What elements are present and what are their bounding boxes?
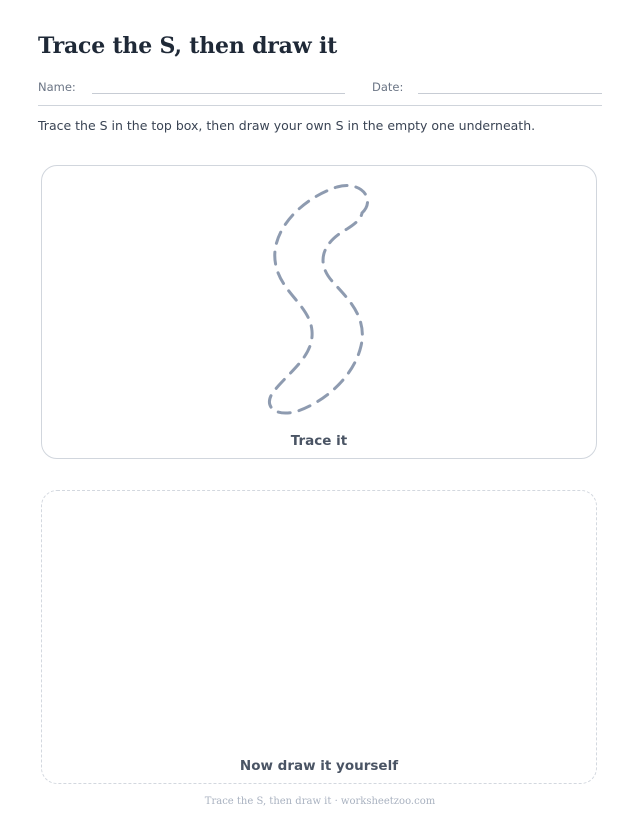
trace-it-label: Trace it	[290, 433, 348, 449]
header-divider	[38, 105, 602, 106]
worksheet-title: Trace the S, then draw it	[38, 33, 338, 59]
footer-credit: Trace the S, then draw it · worksheetzoo.com	[204, 796, 436, 807]
trace-panel	[41, 165, 597, 459]
instructions-text: Trace the S in the top box, then draw your own S in the empty one underneath.	[38, 118, 536, 133]
date-line[interactable]	[418, 93, 602, 94]
name-label: Name:	[38, 80, 76, 94]
draw-it-label: Now draw it yourself	[239, 758, 399, 774]
draw-panel[interactable]	[41, 490, 597, 784]
dashed-letter-s	[42, 166, 598, 460]
name-line[interactable]	[92, 93, 345, 94]
date-label: Date:	[372, 80, 404, 94]
dashed-letter-s-stroke	[269, 186, 367, 413]
